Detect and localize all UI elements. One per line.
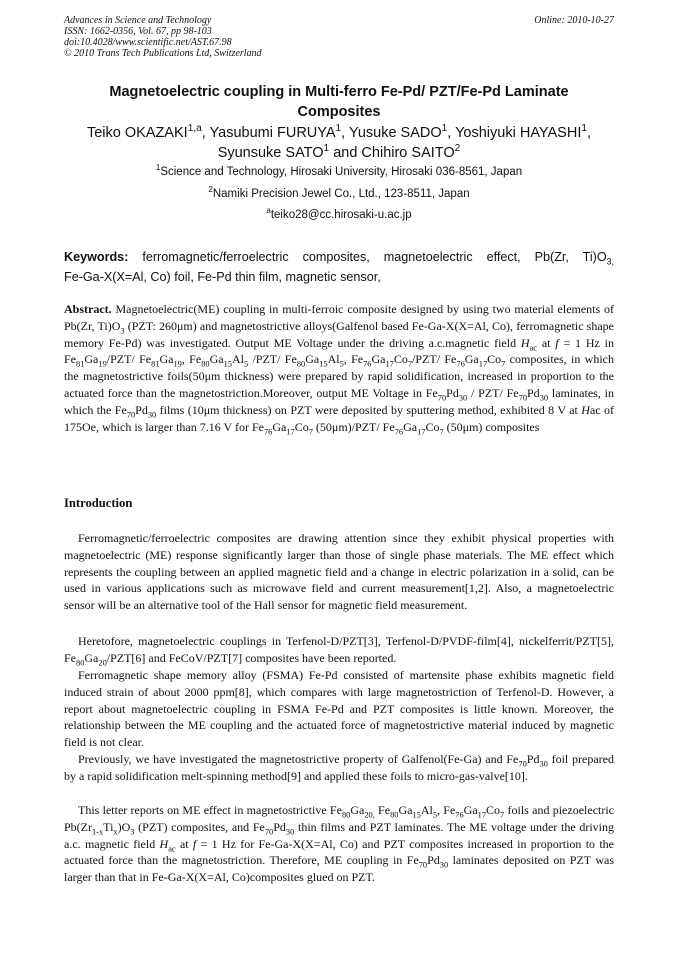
intro-paragraph-1: Ferromagnetic/ferroelectric composites are drawing attention since they exhibit physical properties with magnetoelectric (ME) response significantly larger than those of single phase materials. The ME effect which represents the coupling between an applied magnetic field and a change in electric polarization in a solid, can be used in various applications such as microwave field and current measurement[1,2]. Also, a magnetoelectric sensor will be an alternative tool of the Hall sensor for magnetic field measurement.	[64, 531, 614, 613]
author-5: Syunsuke SATO	[217, 145, 324, 161]
email: $^a$teiko28@cc.hirosaki-u.ac.jp	[266, 206, 412, 221]
author-separator: ,	[587, 125, 592, 141]
keywords-line-2: Fe-Ga-X(X=Al, Co) foil, Fe-Pd thin film, magnetic sensor,	[64, 270, 381, 284]
keywords	[64, 247, 614, 287]
copyright: © 2010 Trans Tech Publications Ltd, Switzerland	[64, 48, 262, 59]
intro-paragraph-3: Ferromagnetic shape memory alloy (FSMA) Fe-Pd consisted of martensite phase exhibits magnetic field induced strain of about 2000 ppm[8], which compares with large magnetostriction of Terfenol-D. However, a report about magnetoelectric coupling in FSMA Fe-Pd and PZT composites is little known. Moreover, the relationship between the ME coupling and the actuated force of magnetostrictive material induced by magnetic field is not clear.	[64, 668, 614, 750]
author-2: , Yasubumi FURUYA	[201, 125, 336, 141]
abstract-label: Abstract.	[64, 302, 112, 316]
keywords-label: Keywords:	[64, 250, 129, 264]
author-2-affil: 1	[335, 123, 342, 135]
affiliation-1: $^1$Science and Technology, Hirosaki University, Hirosaki 036-8561, Japan	[155, 163, 523, 178]
title-line-2: Composites	[297, 104, 381, 120]
author-line-2	[60, 143, 618, 163]
author-1-affil: 1,a	[187, 123, 202, 135]
intro-paragraph-5: This letter reports on ME effect in magnetostrictive $Fe_{80}Ga_{20,}$ $Fe_{80}Ga_{15}Al_5$, $Fe_{76}Ga_{17}Co_7$ foils and piezoelectric $Pb(Zr_{1-x}Ti_x)O_3$ (PZT) composites, and $Fe_{70}Pd_{30}$ thin films and PZT laminates. The ME voltage under the driving a.c. magnetic field $H_{ac}$ at f = 1 Hz for Fe-Ga-X(X=Al, Co) and PZT composites increased in proportion to the actuated force than the magnetostriction. Therefore, ME coupling in $Fe_{70}Pd_{30}$ laminates deposited on PZT was larger than that in Fe-Ga-X(X=Al, Co)composites glued on PZT.	[64, 803, 615, 885]
section-heading-introduction: Introduction	[64, 496, 133, 510]
author-line-1	[60, 123, 618, 143]
author-4: , Yoshiyuki HAYASHI	[447, 125, 582, 141]
author-4-affil: 1	[581, 123, 587, 135]
journal-name: Advances in Science and Technology	[64, 15, 212, 26]
paper-title	[60, 82, 618, 122]
author-1: Teiko OKAZAKI	[86, 125, 188, 141]
intro-paragraph-4: Previously, we have investigated the magnetostrictive property of Galfenol(Fe-Ga) and $Fe_{70}Pd_{30}$ foil prepared by a rapid solidification melt-spinning method[9] and applied these foils to micro-gas-valve[10].	[64, 752, 614, 783]
author-3-affil: 1	[441, 123, 448, 135]
keywords-line-1: Keywords: ferromagnetic/ferroelectric composites, magnetoelectric effect, Pb(Zr, $Ti)O_{3,}$	[64, 250, 615, 267]
doi: doi:10.4028/www.scientific.net/AST.67.98	[64, 37, 232, 48]
running-header	[64, 15, 262, 59]
author-6-affil: 2	[454, 143, 461, 155]
title-line-1: Magnetoelectric coupling in Multi-ferro Fe-Pd/ PZT/Fe-Pd Laminate	[109, 84, 569, 100]
issn: ISSN: 1662-0356, Vol. 67, pp 98-103	[64, 26, 212, 37]
affiliation-2: $^2$Namiki Precision Jewel Co., Ltd., 123-8511, Japan	[208, 185, 470, 200]
author-5-affil: 1	[323, 143, 330, 155]
author-6: and Chihiro SAITO	[329, 145, 455, 161]
author-3: , Yusuke SADO	[341, 125, 442, 141]
online-date: Online: 2010-10-27	[534, 15, 614, 26]
author-list	[60, 123, 618, 163]
abstract: Abstract. Magnetoelectric(ME) coupling in multi-ferroic composite designed by using two material elements of Pb(Zr, $Ti)O_3$ (PZT: 260μm) and magnetostrictive alloys(Galfenol based Fe-Ga-X(X=Al, Co), ferromagnetic shape memory Fe-Pd) was investigated. Output ME Voltage under the driving a.c.magnetic field $H_{ac}$ at f = 1 Hz in $Fe_{81}Ga_{19}/PZT/$ $Fe_{81}Ga_{19}$, $Fe_{80}Ga_{15}Al_5$ /PZT/ $Fe_{80}Ga_{15}Al_5$, $Fe_{76}Ga_{17}Co_7/PZT/$ $Fe_{76}Ga_{17}Co_7$ composites, in which the magnetostrictive foils(50μm thickness) were prepared by rapid solidification, increased in proportion to the actuated force than the magnetostriction.Moreover, output ME Voltage in $Fe_{70}Pd_{30} / PZT/$ $Fe_{70}Pd_{30}$ laminates, in which the $Fe_{70}Pd_{30}$ films (10μm thickness) on PZT were deposited by sputtering method, exhibited 8 V at Hac of 175Oe, which is larger than 7.16 V for $Fe_{76}Ga_{17}Co_7$ (50μm)/PZT/ $Fe_{76}Ga_{17}Co_7$ (50μm) composites	[64, 302, 615, 436]
intro-paragraph-2: Heretofore, magnetoelectric couplings in Terfenol-D/PZT[3], Terfenol-D/PVDF-film[4], nickelferrit/PZT[5], $Fe_{80}Ga_{20}/PZT[6]$ and FeCoV/PZT[7] composites have been reported.	[64, 634, 614, 668]
